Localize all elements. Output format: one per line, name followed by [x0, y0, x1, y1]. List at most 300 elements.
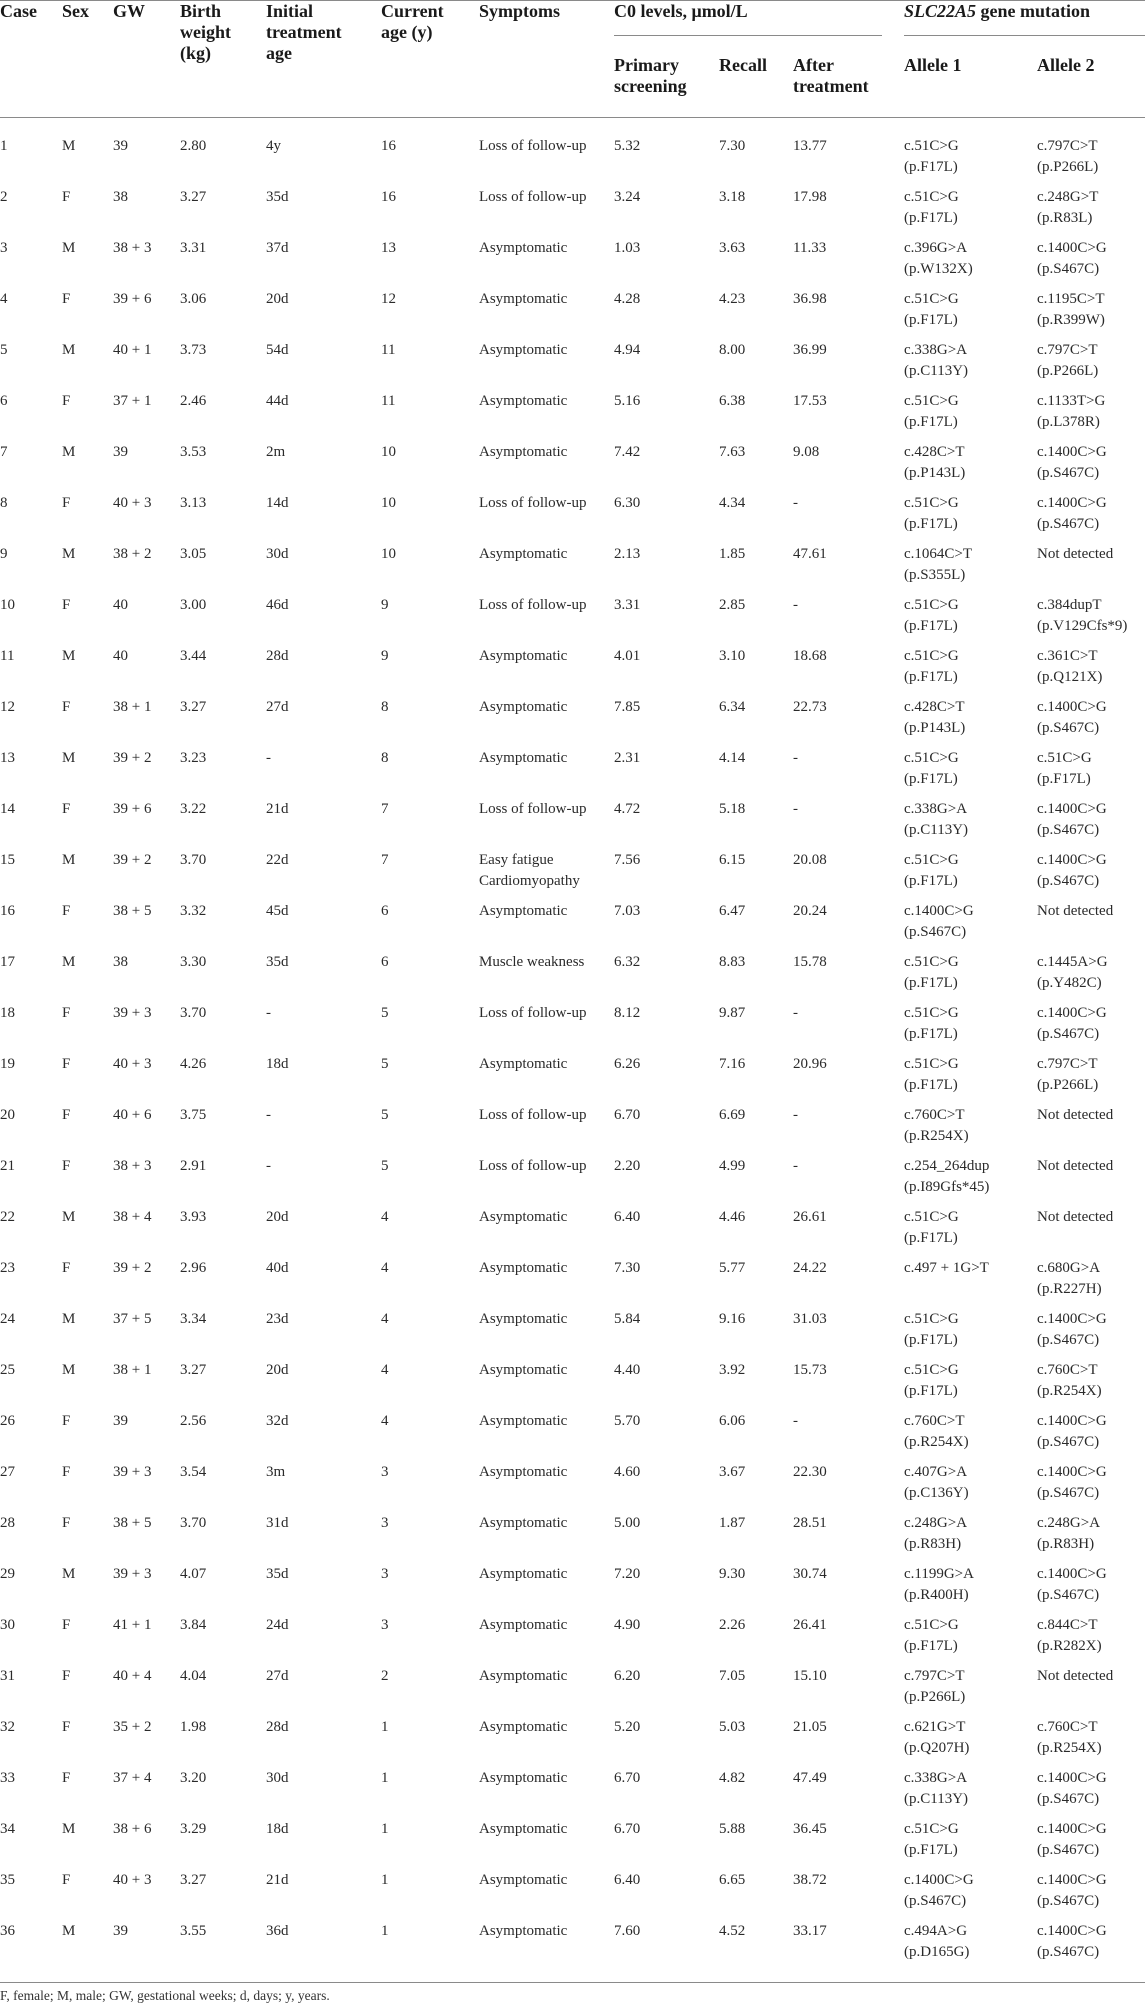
cell-initial-treatment-age: 31d [266, 1515, 289, 1531]
cell-symptoms: Asymptomatic [479, 291, 568, 307]
cell-allele-2: c.1400C>G (p.S467C) [1037, 1464, 1107, 1501]
cell-allele-2: c.797C>T (p.P266L) [1037, 138, 1099, 175]
cell-symptoms: Loss of follow-up [479, 138, 587, 154]
cell-recall: 9.16 [719, 1311, 746, 1327]
cell-sex: M [62, 1566, 76, 1582]
cell-sex: M [62, 954, 76, 970]
header-gene-mutation: SLC22A5 gene mutation [904, 1, 1091, 21]
cell-allele-2: c.1445A>G (p.Y482C) [1037, 954, 1108, 991]
table-row [0, 544, 1145, 595]
cell-current-age: 16 [381, 138, 396, 154]
cell-allele-2: c.680G>A (p.R227H) [1037, 1260, 1102, 1297]
cell-after-treatment: 26.61 [793, 1209, 827, 1225]
cell-allele-1: c.51C>G (p.F17L) [904, 1056, 959, 1093]
cell-case: 11 [0, 648, 15, 664]
cell-symptoms: Asymptomatic [479, 393, 568, 409]
cell-initial-treatment-age: 3m [266, 1464, 286, 1480]
cell-gw: 39 [113, 1413, 128, 1429]
cell-symptoms: Asymptomatic [479, 1515, 568, 1531]
header-birth-weight: Birth weight (kg) [180, 1, 231, 63]
cell-symptoms: Asymptomatic [479, 1770, 568, 1786]
table-row [0, 748, 1145, 799]
cell-gw: 38 + 6 [113, 1821, 152, 1837]
cell-current-age: 2 [381, 1668, 389, 1684]
cell-allele-1: c.1400C>G (p.S467C) [904, 903, 974, 940]
cell-after-treatment: 36.98 [793, 291, 827, 307]
cell-current-age: 1 [381, 1821, 389, 1837]
cell-current-age: 3 [381, 1566, 389, 1582]
cell-allele-2: c.760C>T (p.R254X) [1037, 1362, 1102, 1399]
cell-symptoms: Easy fatigue Cardiomyopathy [479, 852, 580, 889]
cell-sex: F [62, 1413, 71, 1429]
cell-recall: 5.03 [719, 1719, 746, 1735]
cell-initial-treatment-age: 2m [266, 444, 286, 460]
cell-after-treatment: - [793, 1005, 798, 1021]
cell-recall: 4.99 [719, 1158, 746, 1174]
cell-initial-treatment-age: 4y [266, 138, 281, 154]
cell-primary-screening: 6.30 [614, 495, 641, 511]
table-row [0, 1870, 1145, 1921]
cell-after-treatment: 15.78 [793, 954, 827, 970]
cell-recall: 6.69 [719, 1107, 746, 1123]
table-row [0, 1105, 1145, 1156]
cell-sex: F [62, 1515, 71, 1531]
cell-primary-screening: 5.16 [614, 393, 641, 409]
cell-gw: 41 + 1 [113, 1617, 152, 1633]
table-row [0, 1258, 1145, 1309]
cell-case: 1 [0, 138, 8, 154]
cell-birth-weight: 2.96 [180, 1260, 207, 1276]
cell-birth-weight: 3.22 [180, 801, 207, 817]
cell-recall: 3.92 [719, 1362, 746, 1378]
cell-gw: 38 + 1 [113, 699, 152, 715]
cell-allele-1: c.51C>G (p.F17L) [904, 138, 959, 175]
header-current-age: Current age (y) [381, 1, 444, 42]
cell-recall: 5.77 [719, 1260, 746, 1276]
table-row [0, 1003, 1145, 1054]
cell-allele-1: c.51C>G (p.F17L) [904, 393, 959, 430]
cell-sex: F [62, 903, 71, 919]
cell-after-treatment: 28.51 [793, 1515, 827, 1531]
cell-current-age: 1 [381, 1719, 389, 1735]
cell-gw: 40 + 6 [113, 1107, 152, 1123]
cell-sex: M [62, 1209, 76, 1225]
cell-symptoms: Muscle weakness [479, 954, 585, 970]
header-rule [0, 117, 1145, 118]
cell-allele-2: c.1400C>G (p.S467C) [1037, 1923, 1107, 1960]
cell-current-age: 11 [381, 342, 396, 358]
table-row [0, 697, 1145, 748]
cell-symptoms: Asymptomatic [479, 1311, 568, 1327]
cell-primary-screening: 6.26 [614, 1056, 641, 1072]
cell-initial-treatment-age: 21d [266, 1872, 289, 1888]
cell-primary-screening: 4.90 [614, 1617, 641, 1633]
cell-allele-2: c.760C>T (p.R254X) [1037, 1719, 1102, 1756]
cell-gw: 40 + 1 [113, 342, 152, 358]
cell-symptoms: Asymptomatic [479, 444, 568, 460]
cell-after-treatment: 18.68 [793, 648, 827, 664]
cell-case: 19 [0, 1056, 15, 1072]
cell-sex: M [62, 240, 76, 256]
cell-current-age: 7 [381, 801, 389, 817]
cell-case: 20 [0, 1107, 15, 1123]
cell-primary-screening: 5.84 [614, 1311, 641, 1327]
cell-initial-treatment-age: 28d [266, 1719, 289, 1735]
header-allele-2: Allele 2 [1037, 55, 1095, 75]
cell-gw: 39 + 3 [113, 1005, 152, 1021]
cell-initial-treatment-age: 22d [266, 852, 289, 868]
cell-birth-weight: 3.06 [180, 291, 207, 307]
cell-allele-2: c.1195C>T (p.R399W) [1037, 291, 1105, 328]
cell-case: 26 [0, 1413, 15, 1429]
header-sex: Sex [62, 1, 89, 21]
cell-current-age: 6 [381, 903, 389, 919]
cell-case: 21 [0, 1158, 15, 1174]
cell-current-age: 5 [381, 1056, 389, 1072]
cell-current-age: 10 [381, 495, 396, 511]
cell-birth-weight: 4.07 [180, 1566, 207, 1582]
cell-allele-1: c.51C>G (p.F17L) [904, 1617, 959, 1654]
cell-sex: F [62, 393, 71, 409]
cell-allele-2: c.1400C>G (p.S467C) [1037, 801, 1107, 838]
cell-primary-screening: 6.70 [614, 1821, 641, 1837]
cell-gw: 40 [113, 648, 128, 664]
cell-gw: 39 + 2 [113, 750, 152, 766]
cell-recall: 7.16 [719, 1056, 746, 1072]
cell-sex: M [62, 444, 76, 460]
cell-case: 10 [0, 597, 15, 613]
cell-case: 29 [0, 1566, 15, 1582]
cell-symptoms: Loss of follow-up [479, 1158, 587, 1174]
cell-allele-1: c.407G>A (p.C136Y) [904, 1464, 969, 1501]
cell-sex: F [62, 189, 71, 205]
cell-symptoms: Asymptomatic [479, 1362, 568, 1378]
cell-case: 4 [0, 291, 8, 307]
cell-after-treatment: 22.30 [793, 1464, 827, 1480]
cell-allele-1: c.621G>T (p.Q207H) [904, 1719, 970, 1756]
cell-allele-2: c.1400C>G (p.S467C) [1037, 1566, 1107, 1603]
cell-current-age: 4 [381, 1260, 389, 1276]
cell-allele-2: c.1400C>G (p.S467C) [1037, 1413, 1107, 1450]
cell-case: 18 [0, 1005, 15, 1021]
cell-primary-screening: 4.94 [614, 342, 641, 358]
cell-sex: F [62, 1770, 71, 1786]
cell-initial-treatment-age: 21d [266, 801, 289, 817]
cell-allele-2: c.1400C>G (p.S467C) [1037, 1872, 1107, 1909]
cell-current-age: 4 [381, 1413, 389, 1429]
cell-recall: 6.15 [719, 852, 746, 868]
cell-allele-1: c.254_264dup (p.I89Gfs*45) [904, 1158, 990, 1195]
cell-after-treatment: - [793, 1413, 798, 1429]
cell-primary-screening: 2.13 [614, 546, 641, 562]
cell-case: 22 [0, 1209, 15, 1225]
cell-recall: 4.46 [719, 1209, 746, 1225]
cell-current-age: 3 [381, 1617, 389, 1633]
cell-current-age: 1 [381, 1770, 389, 1786]
cell-after-treatment: 30.74 [793, 1566, 827, 1582]
cell-initial-treatment-age: 28d [266, 648, 289, 664]
cell-gw: 40 + 4 [113, 1668, 152, 1684]
cell-birth-weight: 3.27 [180, 1872, 207, 1888]
table-row [0, 1054, 1145, 1105]
cell-after-treatment: 15.73 [793, 1362, 827, 1378]
table-row [0, 391, 1145, 442]
cell-gw: 39 + 6 [113, 801, 152, 817]
cell-gw: 40 [113, 597, 128, 613]
header-c0-levels: C0 levels, μmol/L [614, 1, 748, 21]
cell-primary-screening: 6.70 [614, 1770, 641, 1786]
cell-primary-screening: 7.20 [614, 1566, 641, 1582]
cell-primary-screening: 5.32 [614, 138, 641, 154]
cell-allele-2: c.1400C>G (p.S467C) [1037, 1311, 1107, 1348]
cell-primary-screening: 5.70 [614, 1413, 641, 1429]
cell-symptoms: Loss of follow-up [479, 495, 587, 511]
cell-allele-2: c.797C>T (p.P266L) [1037, 342, 1099, 379]
cell-sex: F [62, 291, 71, 307]
cell-symptoms: Asymptomatic [479, 1464, 568, 1480]
cell-symptoms: Loss of follow-up [479, 1005, 587, 1021]
cell-allele-2: c.1400C>G (p.S467C) [1037, 699, 1107, 736]
cell-after-treatment: 20.96 [793, 1056, 827, 1072]
cell-allele-1: c.51C>G (p.F17L) [904, 1362, 959, 1399]
cell-after-treatment: 33.17 [793, 1923, 827, 1939]
cell-case: 9 [0, 546, 8, 562]
cell-case: 14 [0, 801, 15, 817]
cell-initial-treatment-age: 46d [266, 597, 289, 613]
table-row [0, 1921, 1145, 1972]
cell-after-treatment: 47.49 [793, 1770, 827, 1786]
c0-group-rule [614, 35, 882, 36]
table-row [0, 493, 1145, 544]
cell-allele-1: c.497 + 1G>T [904, 1260, 989, 1276]
cell-allele-1: c.51C>G (p.F17L) [904, 648, 959, 685]
cell-initial-treatment-age: 18d [266, 1821, 289, 1837]
cell-after-treatment: - [793, 801, 798, 817]
cell-current-age: 16 [381, 189, 396, 205]
cell-after-treatment: 20.24 [793, 903, 827, 919]
table-row [0, 1309, 1145, 1360]
cell-gw: 38 [113, 189, 128, 205]
cell-initial-treatment-age: 40d [266, 1260, 289, 1276]
cell-primary-screening: 7.03 [614, 903, 641, 919]
cell-current-age: 8 [381, 699, 389, 715]
cell-recall: 6.06 [719, 1413, 746, 1429]
cell-gw: 38 [113, 954, 128, 970]
cell-recall: 3.10 [719, 648, 746, 664]
cell-allele-2: c.1400C>G (p.S467C) [1037, 240, 1107, 277]
cell-after-treatment: 9.08 [793, 444, 820, 460]
cell-allele-2: c.844C>T (p.R282X) [1037, 1617, 1102, 1654]
cell-allele-1: c.51C>G (p.F17L) [904, 1209, 959, 1246]
header-primary-screening: Primary screening [614, 55, 687, 96]
cell-case: 34 [0, 1821, 15, 1837]
cell-recall: 2.26 [719, 1617, 746, 1633]
cell-after-treatment: 17.53 [793, 393, 827, 409]
cell-case: 17 [0, 954, 15, 970]
table-row [0, 1207, 1145, 1258]
cell-recall: 6.47 [719, 903, 746, 919]
cell-symptoms: Asymptomatic [479, 1260, 568, 1276]
cell-symptoms: Loss of follow-up [479, 597, 587, 613]
cell-after-treatment: - [793, 1158, 798, 1174]
cell-allele-1: c.51C>G (p.F17L) [904, 750, 959, 787]
cell-primary-screening: 6.32 [614, 954, 641, 970]
cell-symptoms: Asymptomatic [479, 750, 568, 766]
table-row [0, 901, 1145, 952]
header-allele-1: Allele 1 [904, 55, 962, 75]
cell-birth-weight: 1.98 [180, 1719, 207, 1735]
cell-sex: F [62, 495, 71, 511]
cell-sex: F [62, 1005, 71, 1021]
cell-symptoms: Asymptomatic [479, 1821, 568, 1837]
cell-after-treatment: 22.73 [793, 699, 827, 715]
cell-case: 3 [0, 240, 8, 256]
cell-gw: 37 + 4 [113, 1770, 152, 1786]
cell-initial-treatment-age: 23d [266, 1311, 289, 1327]
cell-primary-screening: 7.60 [614, 1923, 641, 1939]
cell-allele-2: c.1133T>G (p.L378R) [1037, 393, 1106, 430]
cell-birth-weight: 3.73 [180, 342, 207, 358]
cell-initial-treatment-age: 35d [266, 189, 289, 205]
cell-initial-treatment-age: 45d [266, 903, 289, 919]
cell-after-treatment: 36.99 [793, 342, 827, 358]
cell-symptoms: Asymptomatic [479, 1413, 568, 1429]
cell-current-age: 6 [381, 954, 389, 970]
cell-sex: F [62, 1158, 71, 1174]
cell-case: 15 [0, 852, 15, 868]
cell-birth-weight: 4.04 [180, 1668, 207, 1684]
cell-case: 24 [0, 1311, 15, 1327]
cell-current-age: 1 [381, 1872, 389, 1888]
table-row [0, 1360, 1145, 1411]
table-row [0, 340, 1145, 391]
cell-recall: 6.38 [719, 393, 746, 409]
cell-gw: 39 + 3 [113, 1464, 152, 1480]
cell-sex: F [62, 801, 71, 817]
cell-initial-treatment-age: 35d [266, 1566, 289, 1582]
cell-allele-2: c.1400C>G (p.S467C) [1037, 852, 1107, 889]
cell-recall: 1.87 [719, 1515, 746, 1531]
cell-initial-treatment-age: - [266, 1005, 271, 1021]
cell-recall: 4.14 [719, 750, 746, 766]
table-row [0, 1513, 1145, 1564]
cell-sex: F [62, 699, 71, 715]
cell-symptoms: Asymptomatic [479, 1209, 568, 1225]
cell-sex: M [62, 546, 76, 562]
cell-current-age: 3 [381, 1515, 389, 1531]
cell-case: 28 [0, 1515, 15, 1531]
cell-case: 35 [0, 1872, 15, 1888]
cell-sex: M [62, 1311, 76, 1327]
cell-current-age: 3 [381, 1464, 389, 1480]
cell-recall: 4.82 [719, 1770, 746, 1786]
cell-initial-treatment-age: 54d [266, 342, 289, 358]
cell-after-treatment: 31.03 [793, 1311, 827, 1327]
cell-allele-1: c.1199G>A (p.R400H) [904, 1566, 974, 1603]
cell-allele-2: c.1400C>G (p.S467C) [1037, 1821, 1107, 1858]
cell-primary-screening: 4.60 [614, 1464, 641, 1480]
table-row [0, 136, 1145, 187]
cell-primary-screening: 6.40 [614, 1872, 641, 1888]
cell-allele-2: Not detected [1037, 903, 1114, 919]
cell-primary-screening: 2.31 [614, 750, 641, 766]
cell-allele-2: Not detected [1037, 1668, 1114, 1684]
cell-allele-2: c.248G>A (p.R83H) [1037, 1515, 1101, 1552]
cell-gw: 39 [113, 1923, 128, 1939]
cell-gw: 38 + 3 [113, 240, 152, 256]
cell-current-age: 7 [381, 852, 389, 868]
cell-case: 27 [0, 1464, 15, 1480]
cell-gw: 39 [113, 444, 128, 460]
cell-birth-weight: 3.53 [180, 444, 207, 460]
cell-allele-2: c.1400C>G (p.S467C) [1037, 1005, 1107, 1042]
cell-allele-1: c.760C>T (p.R254X) [904, 1413, 969, 1450]
cell-sex: M [62, 138, 76, 154]
cell-birth-weight: 3.05 [180, 546, 207, 562]
cell-primary-screening: 6.70 [614, 1107, 641, 1123]
cell-gw: 37 + 5 [113, 1311, 152, 1327]
header-gw: GW [113, 1, 146, 21]
table-row [0, 952, 1145, 1003]
cell-case: 32 [0, 1719, 15, 1735]
cell-case: 30 [0, 1617, 15, 1633]
cell-sex: M [62, 648, 76, 664]
cell-case: 7 [0, 444, 8, 460]
cell-sex: M [62, 750, 76, 766]
cell-gw: 38 + 3 [113, 1158, 152, 1174]
cell-after-treatment: - [793, 495, 798, 511]
cell-recall: 5.88 [719, 1821, 746, 1837]
cell-current-age: 4 [381, 1362, 389, 1378]
cell-initial-treatment-age: 37d [266, 240, 289, 256]
cell-recall: 4.52 [719, 1923, 746, 1939]
cell-recall: 8.00 [719, 342, 746, 358]
cell-allele-1: c.428C>T (p.P143L) [904, 444, 966, 481]
cell-gw: 38 + 2 [113, 546, 152, 562]
cell-allele-1: c.338G>A (p.C113Y) [904, 342, 969, 379]
cell-allele-2: Not detected [1037, 546, 1114, 562]
header-after-treatment: After treatment [793, 55, 869, 96]
cell-after-treatment: 24.22 [793, 1260, 827, 1276]
cell-primary-screening: 7.56 [614, 852, 641, 868]
cell-allele-1: c.760C>T (p.R254X) [904, 1107, 969, 1144]
cell-sex: F [62, 1056, 71, 1072]
table-row [0, 646, 1145, 697]
cell-initial-treatment-age: 27d [266, 699, 289, 715]
cell-current-age: 5 [381, 1158, 389, 1174]
cell-initial-treatment-age: 14d [266, 495, 289, 511]
table-row [0, 1462, 1145, 1513]
cell-birth-weight: 3.84 [180, 1617, 207, 1633]
cell-symptoms: Asymptomatic [479, 903, 568, 919]
cell-recall: 3.18 [719, 189, 746, 205]
cell-symptoms: Loss of follow-up [479, 1107, 587, 1123]
cell-allele-1: c.51C>G (p.F17L) [904, 852, 959, 889]
cell-case: 16 [0, 903, 15, 919]
cell-birth-weight: 3.13 [180, 495, 207, 511]
cell-allele-1: c.51C>G (p.F17L) [904, 495, 959, 532]
cell-recall: 6.65 [719, 1872, 746, 1888]
cell-case: 12 [0, 699, 15, 715]
cell-initial-treatment-age: 32d [266, 1413, 289, 1429]
cell-recall: 3.63 [719, 240, 746, 256]
cell-primary-screening: 3.31 [614, 597, 641, 613]
cell-gw: 38 + 5 [113, 1515, 152, 1531]
cell-recall: 4.23 [719, 291, 746, 307]
cell-initial-treatment-age: 18d [266, 1056, 289, 1072]
cell-primary-screening: 6.40 [614, 1209, 641, 1225]
cell-recall: 5.18 [719, 801, 746, 817]
